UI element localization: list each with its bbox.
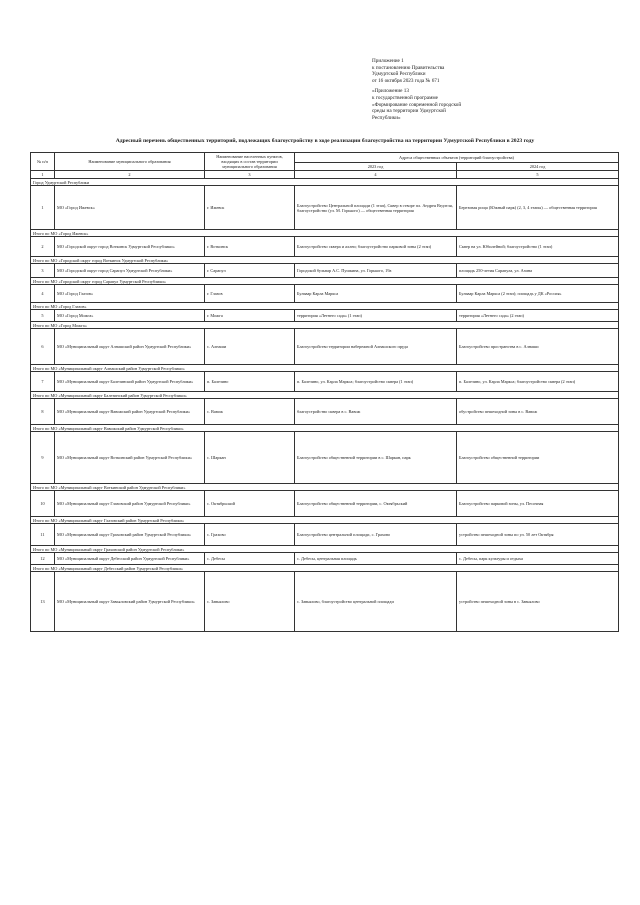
table-row bbox=[31, 572, 619, 632]
total-row bbox=[31, 484, 619, 491]
row-number: 12 bbox=[31, 553, 55, 565]
settlement-name: с. Октябрьский bbox=[205, 491, 295, 517]
total-label: Итого по МО «Муниципальный округ Алнашский район Удмуртской Республики» bbox=[31, 365, 619, 372]
object-2024: площадь 250-летия Сарапула, ул. Азина bbox=[457, 264, 619, 278]
column-number: 2 bbox=[55, 171, 205, 179]
mo-name: МО «Муниципальный округ Балезинский район Удмуртской Республики» bbox=[55, 372, 205, 392]
total-row bbox=[31, 322, 619, 329]
table-body bbox=[31, 179, 619, 632]
table-row bbox=[31, 329, 619, 365]
total-label: Итого по МО «Муниципальный округ Глазовский район Удмуртской Республики» bbox=[31, 517, 619, 524]
column-number: 1 bbox=[31, 171, 55, 179]
row-number: 2 bbox=[31, 237, 55, 257]
object-2024: устройство пешеходной зоны по ул. 50 лет Октября bbox=[457, 524, 619, 546]
row-number: 9 bbox=[31, 432, 55, 484]
object-2024: п. Балезино, ул. Карла Маркса; благоустройство сквера (2 этап) bbox=[457, 372, 619, 392]
total-label: Итого по МО «Город Можга» bbox=[31, 322, 619, 329]
row-number: 5 bbox=[31, 310, 55, 322]
object-2023: с. Завьялово, благоустройство центральной площади bbox=[295, 572, 457, 632]
column-number: 5 bbox=[457, 171, 619, 179]
row-number: 3 bbox=[31, 264, 55, 278]
object-2024: с. Дебесы, парк культуры и отдыха bbox=[457, 553, 619, 565]
object-2023: Городской бульвар А.С. Пушкина, ул. Горького, 19а bbox=[295, 264, 457, 278]
total-row bbox=[31, 517, 619, 524]
object-2024: Сквер на ул. Юбилейной; благоустройство (1 этап) bbox=[457, 237, 619, 257]
total-label: Итого по МО «Муниципальный округ Дебесский район Удмуртской Республики» bbox=[31, 565, 619, 572]
appendix-line: от 16 октября 2023 года № 671 bbox=[372, 77, 440, 84]
row-number: 4 bbox=[31, 285, 55, 303]
object-2023: Благоустройство центральной площади, с. Грахово bbox=[295, 524, 457, 546]
mo-name: МО «Муниципальный округ Воткинский район Удмуртской Республики» bbox=[55, 432, 205, 484]
total-row bbox=[31, 257, 619, 264]
total-label: Итого по МО «Городской округ город Сарапул Удмуртской Республики» bbox=[31, 278, 619, 285]
appendix-stamp bbox=[372, 58, 522, 125]
mo-name: МО «Городской округ город Воткинск Удмуртской Республики» bbox=[55, 237, 205, 257]
settlement-name: с. Дебесы bbox=[205, 553, 295, 565]
object-2024: территория «Летнего сада» (2 этап) bbox=[457, 310, 619, 322]
mo-name: МО «Город Глазов» bbox=[55, 285, 205, 303]
appendix-line: к постановлению Правительства bbox=[372, 64, 445, 71]
appendix-line: Республики» bbox=[372, 114, 401, 121]
header-mo: Наименование муниципального образования bbox=[55, 153, 205, 171]
row-number: 1 bbox=[31, 186, 55, 230]
appendix-line: Приложение 1 bbox=[372, 58, 404, 64]
mo-name: МО «Муниципальный округ Граховский район Удмуртской Республики» bbox=[55, 524, 205, 546]
settlement-name: с. Алнаши bbox=[205, 329, 295, 365]
table-row bbox=[31, 432, 619, 484]
column-number: 3 bbox=[205, 171, 295, 179]
mo-name: МО «Городской округ город Сарапул Удмуртской Республики» bbox=[55, 264, 205, 278]
total-label: Итого по МО «Городской округ город Воткинск Удмуртской Республики» bbox=[31, 257, 619, 264]
settlement-name: г. Ижевск bbox=[205, 186, 295, 230]
table-row bbox=[31, 186, 619, 230]
total-label: Итого по МО «Муниципальный округ Балезинский район Удмуртской Республики» bbox=[31, 392, 619, 399]
table-row bbox=[31, 491, 619, 517]
mo-name: МО «Муниципальный округ Глазовский район Удмуртской Республики» bbox=[55, 491, 205, 517]
territories-table bbox=[30, 152, 619, 632]
header-2024: 2024 год bbox=[457, 163, 619, 171]
object-2024: устройство пешеходной зоны в с. Завьялово bbox=[457, 572, 619, 632]
object-2023: Благоустройство Центральной площади (1 этап), Сквер в створе пл. Андрея Ведзеля, благоустройство (ул. М. Горького) — общественная территория bbox=[295, 186, 457, 230]
total-row bbox=[31, 365, 619, 372]
total-row bbox=[31, 230, 619, 237]
settlement-name: г. Можга bbox=[205, 310, 295, 322]
header-settlement: Наименование населенных пунктов, входящих в состав территории муниципального образования bbox=[205, 153, 295, 171]
row-number: 13 bbox=[31, 572, 55, 632]
row-number: 10 bbox=[31, 491, 55, 517]
mo-name: МО «Муниципальный округ Дебесский район Удмуртской Республики» bbox=[55, 553, 205, 565]
document-title: Адресный перечень общественных территорий, подлежащих благоустройству в ходе реализации благоустройства на территории Удмуртской Республики в 2023 году bbox=[115, 138, 535, 144]
table-row bbox=[31, 553, 619, 565]
mo-name: МО «Город Ижевск» bbox=[55, 186, 205, 230]
table-row bbox=[31, 310, 619, 322]
appendix-line: «Формирование современной городской bbox=[372, 101, 462, 108]
region-row bbox=[31, 179, 619, 186]
header-num: № п/п bbox=[31, 153, 55, 171]
row-number: 7 bbox=[31, 372, 55, 392]
total-label: Итого по МО «Город Ижевск» bbox=[31, 230, 619, 237]
total-label: Итого по МО «Город Глазов» bbox=[31, 303, 619, 310]
object-2024: Березовая роща (Южный парк) (2, 3, 4 этапы) — общественная территория bbox=[457, 186, 619, 230]
mo-name: МО «Город Можга» bbox=[55, 310, 205, 322]
object-2023: с. Дебесы, центральная площадь bbox=[295, 553, 457, 565]
settlement-name: п. Балезино bbox=[205, 372, 295, 392]
total-row bbox=[31, 303, 619, 310]
total-row bbox=[31, 565, 619, 572]
object-2024: Благоустройство общественной территории bbox=[457, 432, 619, 484]
appendix-line: Удмуртской Республики bbox=[372, 71, 426, 78]
object-2024: Бульвар Карла Маркса (2 этап); площадь у ДК «Россия» bbox=[457, 285, 619, 303]
mo-name: МО «Муниципальный округ Алнашский район Удмуртской Республики» bbox=[55, 329, 205, 365]
region-label: Город Удмуртской Республики bbox=[31, 179, 619, 186]
settlement-name: с. Завьялово bbox=[205, 572, 295, 632]
total-row bbox=[31, 392, 619, 399]
object-2023: Благоустройство территории набережной Алнашского пруда bbox=[295, 329, 457, 365]
appendix-block-1 bbox=[372, 58, 522, 84]
settlement-name: г. Глазов bbox=[205, 285, 295, 303]
object-2023: п. Балезино, ул. Карла Маркса; благоустройство сквера (1 этап) bbox=[295, 372, 457, 392]
table-row bbox=[31, 285, 619, 303]
total-label: Итого по МО «Муниципальный округ Граховский район Удмуртской Республики» bbox=[31, 546, 619, 553]
appendix-line: «Приложение 13 bbox=[372, 88, 409, 95]
mo-name: МО «Муниципальный округ Завьяловский район Удмуртской Республики» bbox=[55, 572, 205, 632]
object-2023: благоустройство сквера в с. Вавож bbox=[295, 399, 457, 425]
appendix-line: к государственной программе bbox=[372, 94, 438, 101]
object-2023: Благоустройство общественной территории, с. Октябрьский bbox=[295, 491, 457, 517]
appendix-block-2 bbox=[372, 88, 522, 121]
mo-name: МО «Муниципальный округ Вавожский район Удмуртской Республики» bbox=[55, 399, 205, 425]
header-2023: 2023 год bbox=[295, 163, 457, 171]
settlement-name: с. Грахово bbox=[205, 524, 295, 546]
object-2023: Благоустройство сквера и аллеи; благоустройство парковой зоны (2 этап) bbox=[295, 237, 457, 257]
total-row bbox=[31, 425, 619, 432]
header-objects: Адреса общественных объектов (территорий благоустройства) bbox=[295, 153, 619, 163]
settlement-name: с. Вавож bbox=[205, 399, 295, 425]
table-row bbox=[31, 399, 619, 425]
object-2024: обустройство пешеходной зоны в с. Вавож bbox=[457, 399, 619, 425]
object-2023: территория «Летнего сада» (1 этап) bbox=[295, 310, 457, 322]
settlement-name: г. Воткинск bbox=[205, 237, 295, 257]
table-header bbox=[31, 153, 619, 179]
object-2023: Благоустройство общественной территории в с. Шаркан, парк bbox=[295, 432, 457, 484]
column-number: 4 bbox=[295, 171, 457, 179]
table-row bbox=[31, 264, 619, 278]
total-label: Итого по МО «Муниципальный округ Вавожский район Удмуртской Республики» bbox=[31, 425, 619, 432]
object-2024: Благоустройство парковой зоны, ул. Песочная bbox=[457, 491, 619, 517]
row-number: 6 bbox=[31, 329, 55, 365]
total-row bbox=[31, 278, 619, 285]
object-2024: Благоустройство пространства в с. Алнаши bbox=[457, 329, 619, 365]
column-numbers-row bbox=[31, 171, 619, 179]
total-label: Итого по МО «Муниципальный округ Воткинский район Удмуртской Республики» bbox=[31, 484, 619, 491]
appendix-line: среды на территории Удмуртской bbox=[372, 108, 446, 115]
table-row bbox=[31, 372, 619, 392]
settlement-name: г. Сарапул bbox=[205, 264, 295, 278]
settlement-name: с. Шаркан bbox=[205, 432, 295, 484]
object-2023: Бульвар Карла Маркса bbox=[295, 285, 457, 303]
row-number: 11 bbox=[31, 524, 55, 546]
table-row bbox=[31, 237, 619, 257]
row-number: 8 bbox=[31, 399, 55, 425]
total-row bbox=[31, 546, 619, 553]
table-row bbox=[31, 524, 619, 546]
